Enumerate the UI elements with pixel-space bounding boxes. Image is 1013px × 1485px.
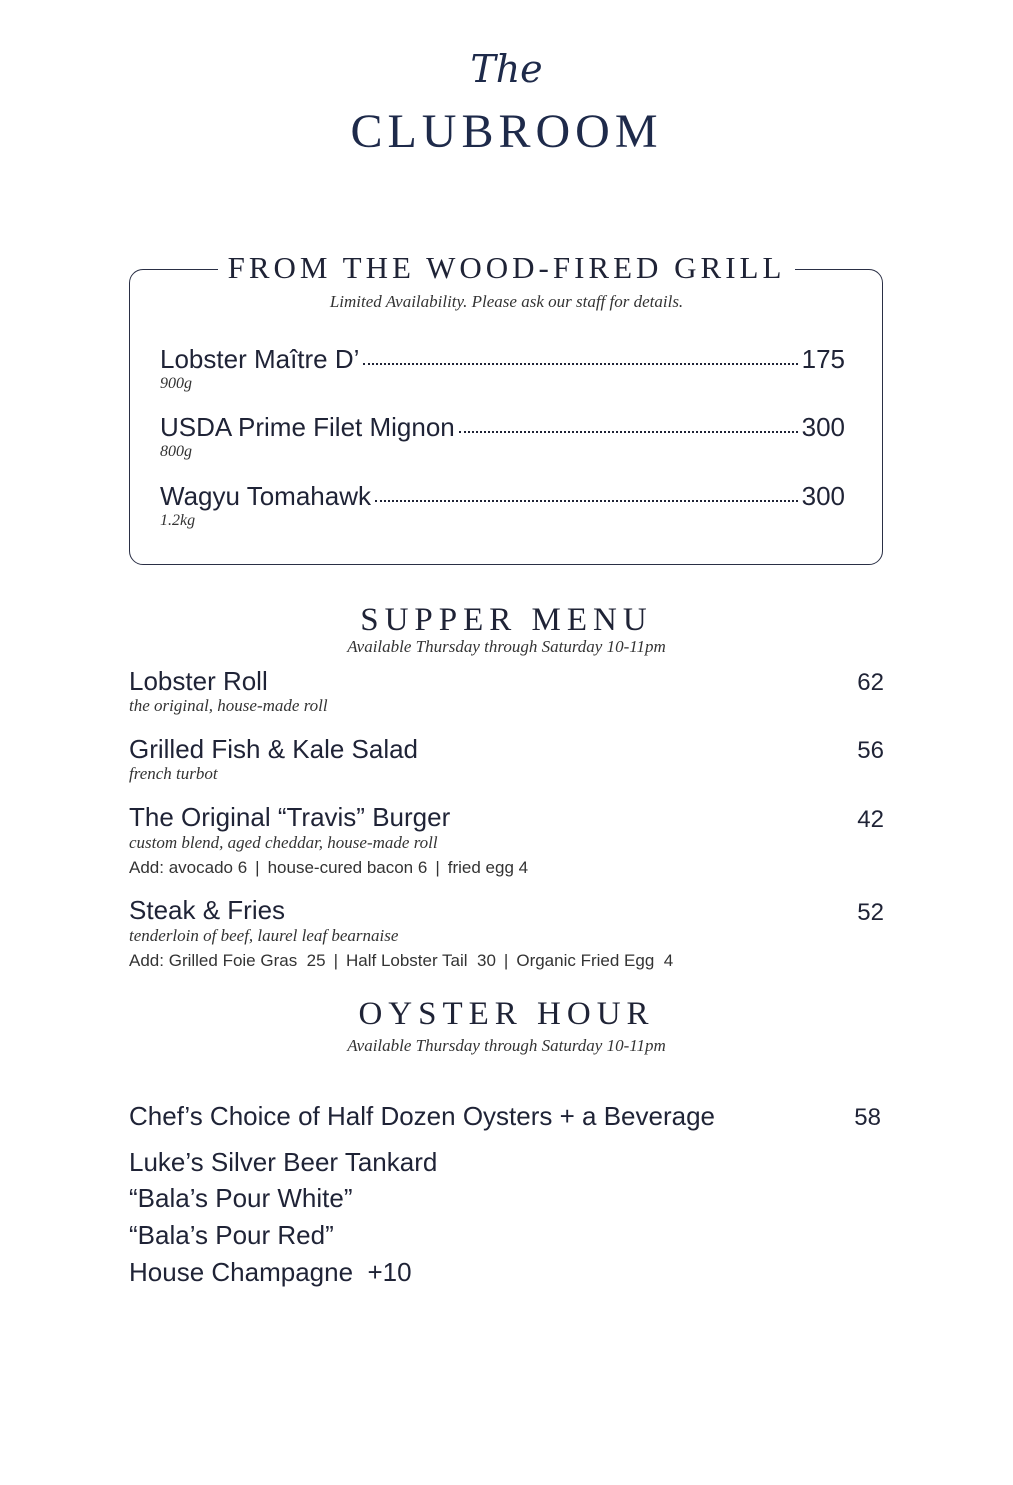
logo-the: The bbox=[470, 47, 543, 91]
grill-title bbox=[0, 252, 1013, 283]
grill-item bbox=[160, 483, 845, 509]
grill-item bbox=[160, 414, 845, 440]
addon: fried egg 4 bbox=[447, 858, 529, 877]
grill-note: Limited Availability. Please ask our staff for details. bbox=[329, 292, 684, 311]
addon: Half Lobster Tail 30 bbox=[345, 951, 496, 970]
menu-item-desc: french turbot bbox=[129, 764, 218, 783]
grill-title-text: FROM THE WOOD-FIRED GRILL bbox=[218, 250, 796, 285]
menu-item-price: 56 bbox=[857, 737, 884, 764]
menu-item-price: 42 bbox=[857, 806, 884, 833]
grill-item-weight: 800g bbox=[160, 443, 192, 460]
grill-item-price: 300 bbox=[801, 481, 845, 511]
addon: Organic Fried Egg 4 bbox=[516, 951, 674, 970]
grill-item-price: 175 bbox=[801, 344, 845, 374]
addon-separator: | bbox=[255, 858, 260, 877]
addon-label: Add: bbox=[129, 858, 164, 877]
beverage-option: “Bala’s Pour Red” bbox=[129, 1220, 334, 1250]
beverage-option: Luke’s Silver Beer Tankard bbox=[129, 1147, 438, 1177]
addon-separator: | bbox=[503, 951, 509, 970]
leader-dots bbox=[363, 363, 797, 365]
addon-separator: | bbox=[333, 951, 338, 970]
grill-item-price: 300 bbox=[801, 412, 845, 442]
grill-item bbox=[160, 346, 845, 372]
menu-item-addons bbox=[129, 951, 673, 971]
menu-item-desc: the original, house-made roll bbox=[129, 696, 328, 715]
menu-item-price: 52 bbox=[857, 899, 884, 926]
addon: avocado 6 bbox=[168, 858, 248, 877]
grill-item-name: Wagyu Tomahawk bbox=[160, 481, 371, 511]
menu-item-name: Steak & Fries bbox=[129, 895, 286, 925]
logo-name: CLUBROOM bbox=[350, 105, 663, 158]
supper-note: Available Thursday through Saturday 10-11pm bbox=[347, 637, 666, 656]
addon: Grilled Foie Gras 25 bbox=[168, 951, 326, 970]
addon: house-cured bacon 6 bbox=[267, 858, 428, 877]
grill-item-name: USDA Prime Filet Mignon bbox=[160, 412, 455, 442]
grill-item-weight: 1.2kg bbox=[160, 512, 196, 529]
grill-item-weight: 900g bbox=[160, 375, 192, 392]
menu-item-price: 62 bbox=[857, 669, 884, 696]
grill-item-name: Lobster Maître D’ bbox=[160, 344, 360, 374]
leader-dots bbox=[459, 431, 798, 433]
beverage-option: House Champagne +10 bbox=[129, 1257, 412, 1287]
beverage-option: “Bala’s Pour White” bbox=[129, 1183, 353, 1213]
leader-dots bbox=[375, 500, 798, 502]
supper-title: SUPPER MENU bbox=[360, 602, 653, 638]
menu-item-addons bbox=[129, 858, 528, 878]
oyster-offer: Chef’s Choice of Half Dozen Oysters + a Beverage bbox=[129, 1101, 716, 1131]
addon-separator: | bbox=[435, 858, 440, 877]
addon-label: Add: bbox=[129, 951, 164, 970]
oyster-title: OYSTER HOUR bbox=[358, 996, 655, 1032]
menu-item-desc: tenderloin of beef, laurel leaf bearnaise bbox=[129, 926, 399, 945]
menu-item-name: Lobster Roll bbox=[129, 666, 268, 696]
menu-item-name: The Original “Travis” Burger bbox=[129, 802, 451, 832]
menu-item-name: Grilled Fish & Kale Salad bbox=[129, 734, 419, 764]
oyster-note: Available Thursday through Saturday 10-11pm bbox=[347, 1036, 666, 1055]
menu-item-desc: custom blend, aged cheddar, house-made roll bbox=[129, 833, 438, 852]
oyster-price: 58 bbox=[854, 1104, 881, 1131]
